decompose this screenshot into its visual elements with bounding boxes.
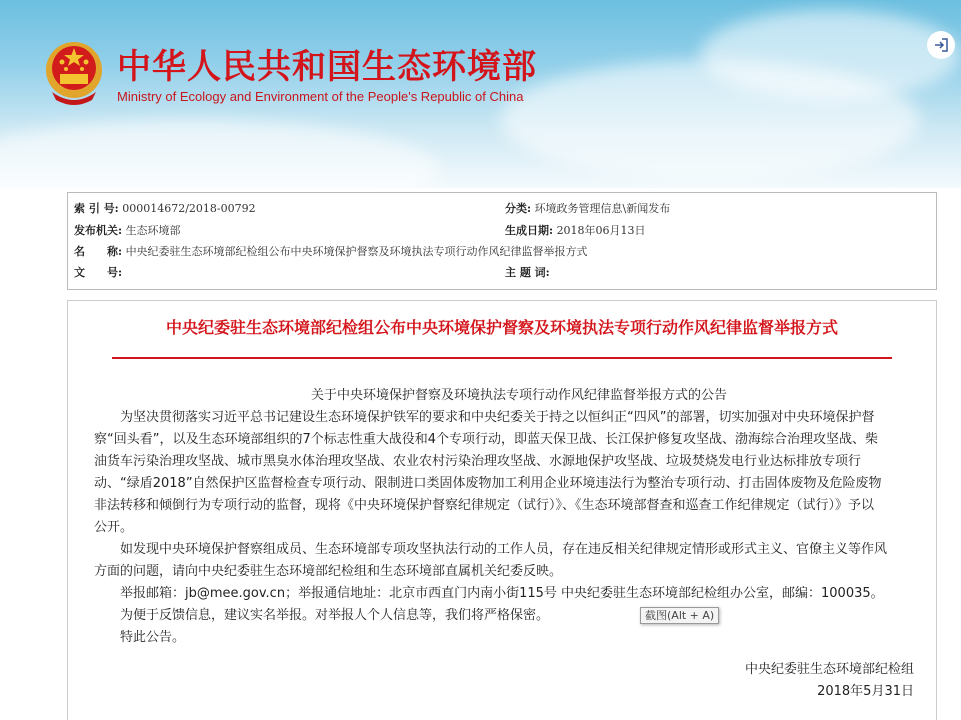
signer: 中央纪委驻生态环境部纪检组	[744, 662, 914, 677]
article-subtitle: 关于中央环境保护督察及环境执法专项行动作风纪律监督举报方式的公告	[310, 388, 727, 403]
name-label: 名 称:	[74, 245, 123, 258]
title-divider	[112, 357, 892, 359]
document-metadata	[67, 192, 937, 290]
paragraph-2	[94, 539, 914, 583]
text-line: 方面的问题，请向中央纪委驻生态环境部纪检组和生态环境部直属机关纪委反映。	[94, 564, 563, 579]
text-line: 如发现中央环境保护督察组成员、生态环境部专项攻坚执法行动的工作人员，存在违反相关纪律规定情形或形式主义、官僚主义等作风	[120, 542, 888, 557]
issuer-value: 生态环境部	[125, 224, 181, 237]
category-label: 分类:	[505, 202, 532, 215]
site-subtitle: Ministry of Ecology and Environment of the People's Republic of China	[117, 89, 524, 104]
article	[67, 300, 937, 720]
date-value: 2018年06月13日	[556, 224, 646, 237]
paragraph-3: 举报邮箱：jb@mee.gov.cn；举报通信地址：北京市西直门内南小街115号 中央纪委驻生态环境部纪检组办公室，邮编：100035。	[120, 586, 884, 601]
category-value: 环境政务管理信息\新闻发布	[534, 202, 671, 215]
site-title: 中华人民共和国生态环境部	[117, 48, 537, 86]
issuer-label: 发布机关:	[74, 224, 123, 237]
keywords-label: 主 题 词:	[505, 266, 550, 279]
index-label: 索 引 号:	[74, 202, 119, 215]
screenshot-tooltip: 截图(Alt + A)	[640, 607, 719, 624]
text-line: 为坚决贯彻落实习近平总书记建设生态环境保护铁军的要求和中央纪委关于持之以恒纠正“四风”的部署，切实加强对中央环境保护督	[120, 410, 875, 425]
header-banner	[0, 0, 961, 188]
text-line: 公开。	[94, 520, 134, 535]
text-line: 动、“绿盾2018”自然保护区监督检查专项行动、限制进口类固体废物加工利用企业环境违法行为整治专项行动、打击固体废物及危险废物	[94, 476, 882, 491]
sign-date: 2018年5月31日	[817, 684, 914, 699]
sign-in-arrow-icon	[933, 37, 949, 53]
article-title: 中央纪委驻生态环境部纪检组公布中央环境保护督察及环境执法专项行动作风纪律监督举报方式	[165, 318, 838, 337]
name-value: 中央纪委驻生态环境部纪检组公布中央环境保护督察及环境执法专项行动作风纪律监督举报方式	[125, 245, 588, 258]
index-value: 000014672/2018-00792	[122, 202, 256, 215]
text-line: 油货车污染治理攻坚战、城市黑臭水体治理攻坚战、农业农村污染治理攻坚战、水源地保护攻坚战、垃圾焚烧发电行业达标排放专项行	[94, 454, 862, 469]
docno-label: 文 号:	[74, 266, 123, 279]
paragraph-1	[94, 407, 914, 539]
sign-in-button[interactable]	[927, 31, 955, 59]
article-body	[94, 385, 914, 703]
paragraph-5: 特此公告。	[120, 630, 186, 645]
text-line: 非法转移和倾倒行为专项行动的监督，现将《中央环境保护督察纪律规定（试行）》、《生态环境部督查和巡查工作纪律规定（试行）》予以	[94, 498, 875, 513]
date-label: 生成日期:	[505, 224, 554, 237]
national-emblem-icon	[44, 40, 104, 106]
text-line: 察“回头看”，以及生态环境部组织的7个标志性重大战役和4个专项行动，即蓝天保卫战、长江保护修复攻坚战、渤海综合治理攻坚战、柴	[94, 432, 879, 447]
paragraph-4: 为便于反馈信息，建议实名举报。对举报人个人信息等，我们将严格保密。	[120, 608, 550, 623]
